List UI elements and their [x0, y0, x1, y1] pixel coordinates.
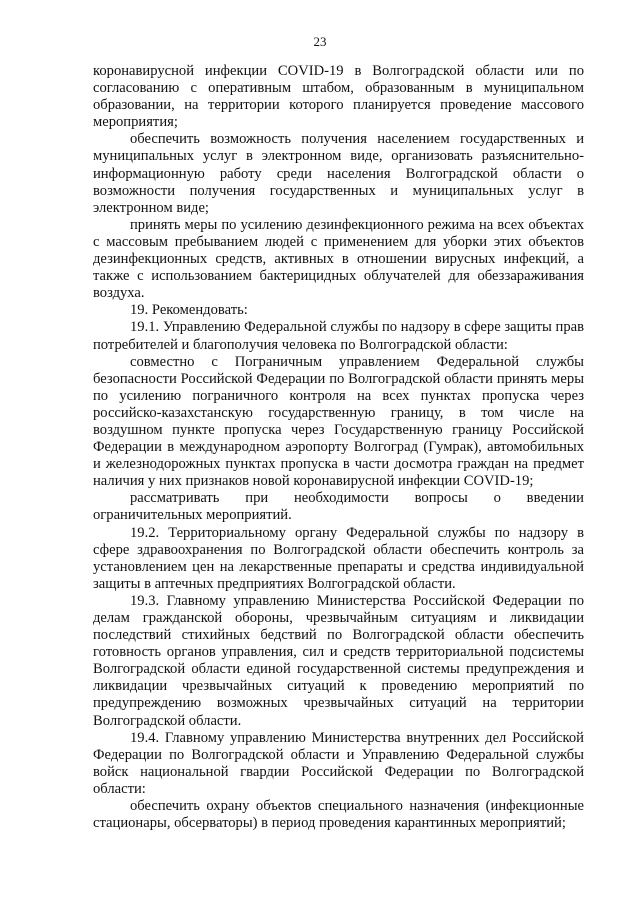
page-number: 23 [313, 34, 327, 49]
paragraph-disinfection: принять меры по усилению дезинфекционного режима на всех объектах с массовым пребыванием людей с применением для уборки этих объектов дезинфекционных средств, активных в отношении вирусных инфекций, а также с использованием бактерицидных облучателей для обеззараживания воздуха. [93, 216, 584, 302]
document-body [93, 63, 584, 832]
paragraph-public-services: обеспечить возможность получения населением государственных и муниципальных услуг в электронном виде, организовать разъяснительно-информационную работу среди населения Волгоградской области о возможности получения государственных и муниципальных услуг в электронном виде; [93, 131, 584, 216]
paragraph-19-3: 19.3. Главному управлению Министерства Российской Федерации по делам гражданской обороны, чрезвычайным ситуациям и ликвидации последствий стихийных бедствий по Волгоградской области обеспечить готовность органов управления, сил и средств территориальной подсистемы Волгоградской области единой государственной системы предупреждения и ликвидации чрезвычайных ситуаций к проведению мероприятий по предупреждению возможных чрезвычайных ситуаций на территории Волгоградской области. [93, 592, 584, 729]
paragraph-recommend-heading: 19. Рекомендовать: [130, 302, 248, 319]
paragraph-19-1: 19.1. Управлению Федеральной службы по надзору в сфере защиты прав потребителей и благополучия человека по Волгоградской области: [93, 319, 584, 353]
paragraph-19-2: 19.2. Территориальному органу Федеральной службы по надзору в сфере здравоохранения по Волгоградской области обеспечить контроль за установлением цен на лекарственные препараты и средства индивидуальной защиты в аптечных предприятиях Волгоградской области. [93, 524, 584, 592]
paragraph-continuation: коронавирусной инфекции COVID-19 в Волгоградской области или по согласованию с оперативным штабом, образованным в муниципальном образовании, на территории которого планируется проведение массового мероприятия; [93, 63, 584, 131]
paragraph-19-4: 19.4. Главному управлению Министерства внутренних дел Российской Федерации по Волгоградской области и Управлению Федеральной службы войск национальной гвардии Российской Федерации по Волгоградской области: [93, 729, 584, 797]
paragraph-guard-facilities: обеспечить охрану объектов специального назначения (инфекционные стационары, обсерваторы) в период проведения карантинных мероприятий; [93, 798, 584, 832]
paragraph-restrictive-measures: рассматривать при необходимости вопросы о введении ограничительных мероприятий. [93, 490, 584, 524]
paragraph-border-control: совместно с Пограничным управлением Федеральной службы безопасности Российской Федерации по Волгоградской области принять меры по усилению пограничного контроля на всех пунктах пропуска через российско-казахстанскую государственную границу, в том числе на воздушном пункте пропуска через Государственную границу Российской Федерации в международном аэропорту Волгоград (Гумрак), автомобильных и железнодорожных пунктах пропуска в части досмотра граждан на предмет наличия у них признаков новой коронавирусной инфекции COVID-19; [93, 353, 584, 490]
